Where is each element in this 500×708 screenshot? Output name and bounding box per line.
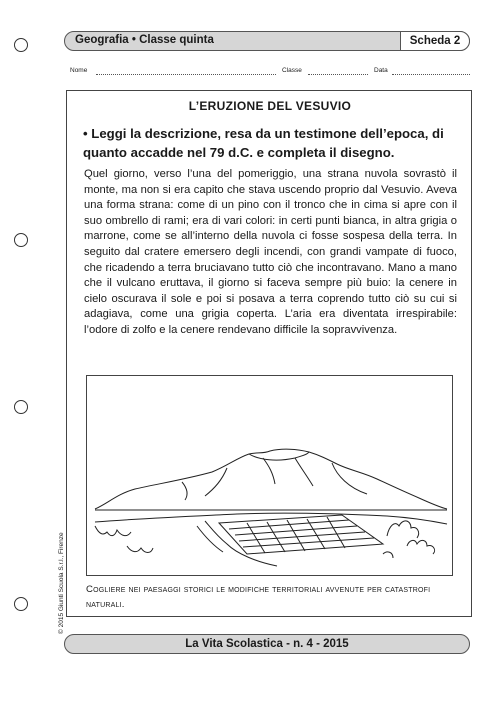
- date-label: Data: [374, 67, 388, 74]
- vesuvius-illustration: [87, 376, 452, 575]
- testimony-text: Quel giorno, verso l’una del pomeriggio, una strana nuvola sovrastò il monte, ma non si era capito che stava uscendo proprio dal Vesuvio. Aveva una forma strana: come di un pino con il tronco che in cima si apre con il suo ombrello di rami; era di vari colori: in certi punti bianca, in altra grigia o marrone, come se all’interno della nuvola ci fosse sospesa della terra. In seguito dal cratere emersero degli incendi, con grandi vampate di fuoco, che ricadendo a terra bruciavano tutto ciò che incontravano. Mano a mano che il vulcano eruttava, il giorno si faceva sempre più buio: la cenere in cielo oscurava il sole e poi si posava a terra coprendo tutto ciò su cui si adagiava, come una grigia coperta. L’aria era diventata irrespirabile: l’odore di zolfo e la cenere rendevano difficile la sopravvivenza.: [84, 168, 457, 336]
- date-field[interactable]: [392, 67, 470, 75]
- sheet-tab: Scheda 2: [400, 31, 470, 51]
- worksheet-title: L’ERUZIONE DEL VESUVIO: [188, 99, 352, 113]
- header-bar: [64, 31, 470, 51]
- subject-label: Geografia • Classe quinta: [75, 34, 214, 46]
- student-fields: [70, 67, 470, 79]
- footer-bar: La Vita Scolastica - n. 4 - 2015: [64, 634, 470, 654]
- binder-hole-1: [14, 38, 28, 52]
- instruction-text: • Leggi la descrizione, resa da un testimone dell’epoca, di quanto accadde nel 79 d.C. e completa il disegno.: [83, 126, 444, 160]
- binder-hole-3: [14, 400, 28, 414]
- vesuvius-drawing-area[interactable]: [86, 375, 453, 576]
- name-field[interactable]: [96, 67, 276, 75]
- class-label: Classe: [282, 67, 302, 74]
- worksheet-card: [66, 90, 472, 617]
- class-field[interactable]: [308, 67, 368, 75]
- copyright-note: © 2015 Giunti Scuola S.r.l., Firenze: [58, 532, 65, 634]
- binder-hole-2: [14, 233, 28, 247]
- binder-hole-4: [14, 597, 28, 611]
- name-label: Nome: [70, 67, 88, 74]
- learning-goal: Cogliere nei paesaggi storici le modifiche territoriali avvenute per catastrofi naturali.: [86, 584, 431, 610]
